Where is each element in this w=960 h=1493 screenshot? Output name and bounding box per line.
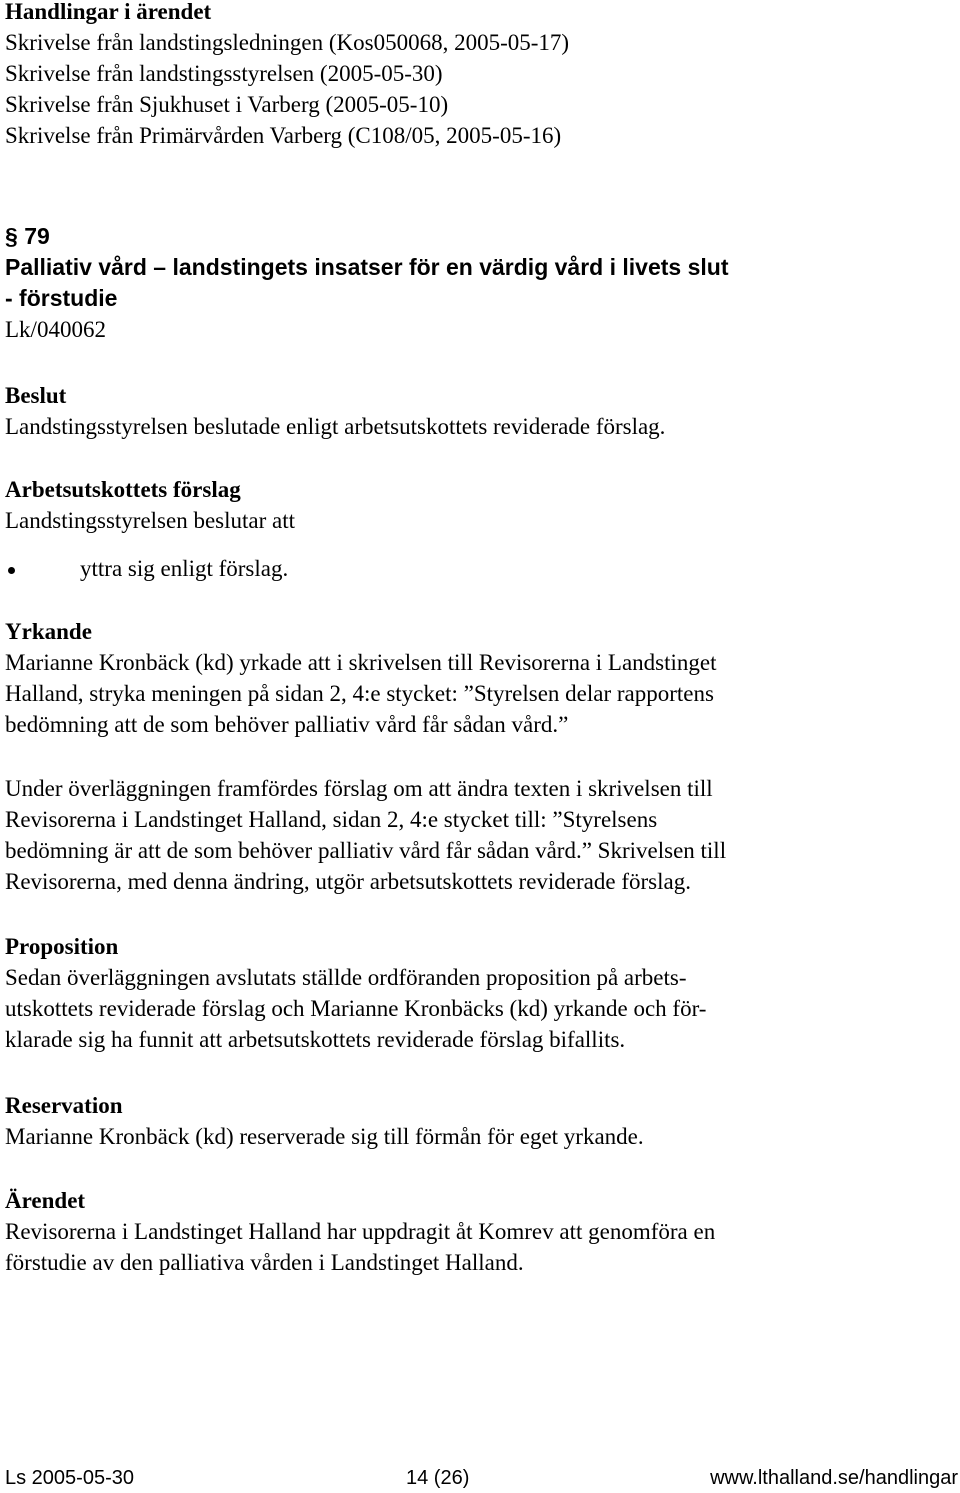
handlingar-item: Skrivelse från landstingsstyrelsen (2005-05-30) [5, 61, 443, 86]
paragraph-section [5, 221, 955, 345]
yrkande-line: Halland, stryka meningen på sidan 2, 4:e stycket: ”Styrelsen delar rapportens [5, 681, 714, 706]
au-forslag-intro: Landstingsstyrelsen beslutar att [5, 508, 295, 533]
au-forslag-section [5, 474, 955, 536]
arendet-section [5, 1185, 955, 1278]
overlaggning-line: Revisorerna, med denna ändring, utgör arbetsutskottets reviderade förslag. [5, 869, 691, 894]
au-forslag-heading: Arbetsutskottets förslag [5, 477, 241, 502]
beslut-heading: Beslut [5, 383, 67, 408]
beslut-section [5, 380, 955, 442]
arendet-line: förstudie av den palliativa vården i Landstinget Halland. [5, 1250, 524, 1275]
proposition-section [5, 931, 955, 1055]
handlingar-heading: Handlingar i ärendet [5, 0, 212, 24]
footer-date: Ls 2005-05-30 [5, 1467, 134, 1489]
handlingar-section [5, 0, 955, 151]
proposition-line: Sedan överläggningen avslutats ställde ordföranden proposition på arbets- [5, 965, 687, 990]
paragraph-title-line-1: Palliativ vård – landstingets insatser för en värdig vård i livets slut [5, 254, 729, 280]
reservation-section [5, 1090, 955, 1152]
proposition-line: utskottets reviderade förslag och Marianne Kronbäcks (kd) yrkande och för- [5, 996, 707, 1021]
reservation-text: Marianne Kronbäck (kd) reserverade sig till förmån för eget yrkande. [5, 1124, 644, 1149]
paragraph-symbol: § [5, 223, 18, 249]
paragraph-number-value: 79 [24, 223, 50, 249]
overlaggning-line: bedömning är att de som behöver palliativ vård får sådan vård.” Skrivelsen till [5, 838, 727, 863]
bullet-icon [8, 567, 15, 574]
footer-page-number: 14 (26) [406, 1467, 470, 1489]
yrkande-line: Marianne Kronbäck (kd) yrkade att i skrivelsen till Revisorerna i Landstinget [5, 650, 717, 675]
beslut-text: Landstingsstyrelsen beslutade enligt arbetsutskottets reviderade förslag. [5, 414, 666, 439]
overlaggning-line: Revisorerna i Landstinget Halland, sidan 2, 4:e stycket till: ”Styrelsens [5, 807, 658, 832]
overlaggning-line: Under överläggningen framfördes förslag om att ändra texten i skrivelsen till [5, 776, 713, 801]
proposition-line: klarade sig ha funnit att arbetsutskottets reviderade förslag bifallits. [5, 1027, 626, 1052]
yrkande-heading: Yrkande [5, 619, 92, 644]
list-item [5, 553, 955, 584]
paragraph-number [5, 221, 955, 252]
handlingar-item: Skrivelse från Primärvården Varberg (C108/05, 2005-05-16) [5, 123, 562, 148]
yrkande-line: bedömning att de som behöver palliativ vård får sådan vård.” [5, 712, 569, 737]
reservation-heading: Reservation [5, 1093, 123, 1118]
bullet-text: yttra sig enligt förslag. [80, 556, 289, 581]
proposition-heading: Proposition [5, 934, 119, 959]
paragraph-title-line-2: - förstudie [5, 285, 118, 311]
arendet-line: Revisorerna i Landstinget Halland har uppdragit åt Komrev att genomföra en [5, 1219, 716, 1244]
paragraph-reference: Lk/040062 [5, 317, 106, 342]
handlingar-item: Skrivelse från Sjukhuset i Varberg (2005-05-10) [5, 92, 449, 117]
handlingar-item: Skrivelse från landstingsledningen (Kos050068, 2005-05-17) [5, 30, 570, 55]
arendet-heading: Ärendet [5, 1188, 86, 1213]
overlaggning-section [5, 773, 955, 897]
footer-link[interactable]: www.lthalland.se/handlingar [710, 1467, 958, 1489]
yrkande-section [5, 616, 955, 740]
